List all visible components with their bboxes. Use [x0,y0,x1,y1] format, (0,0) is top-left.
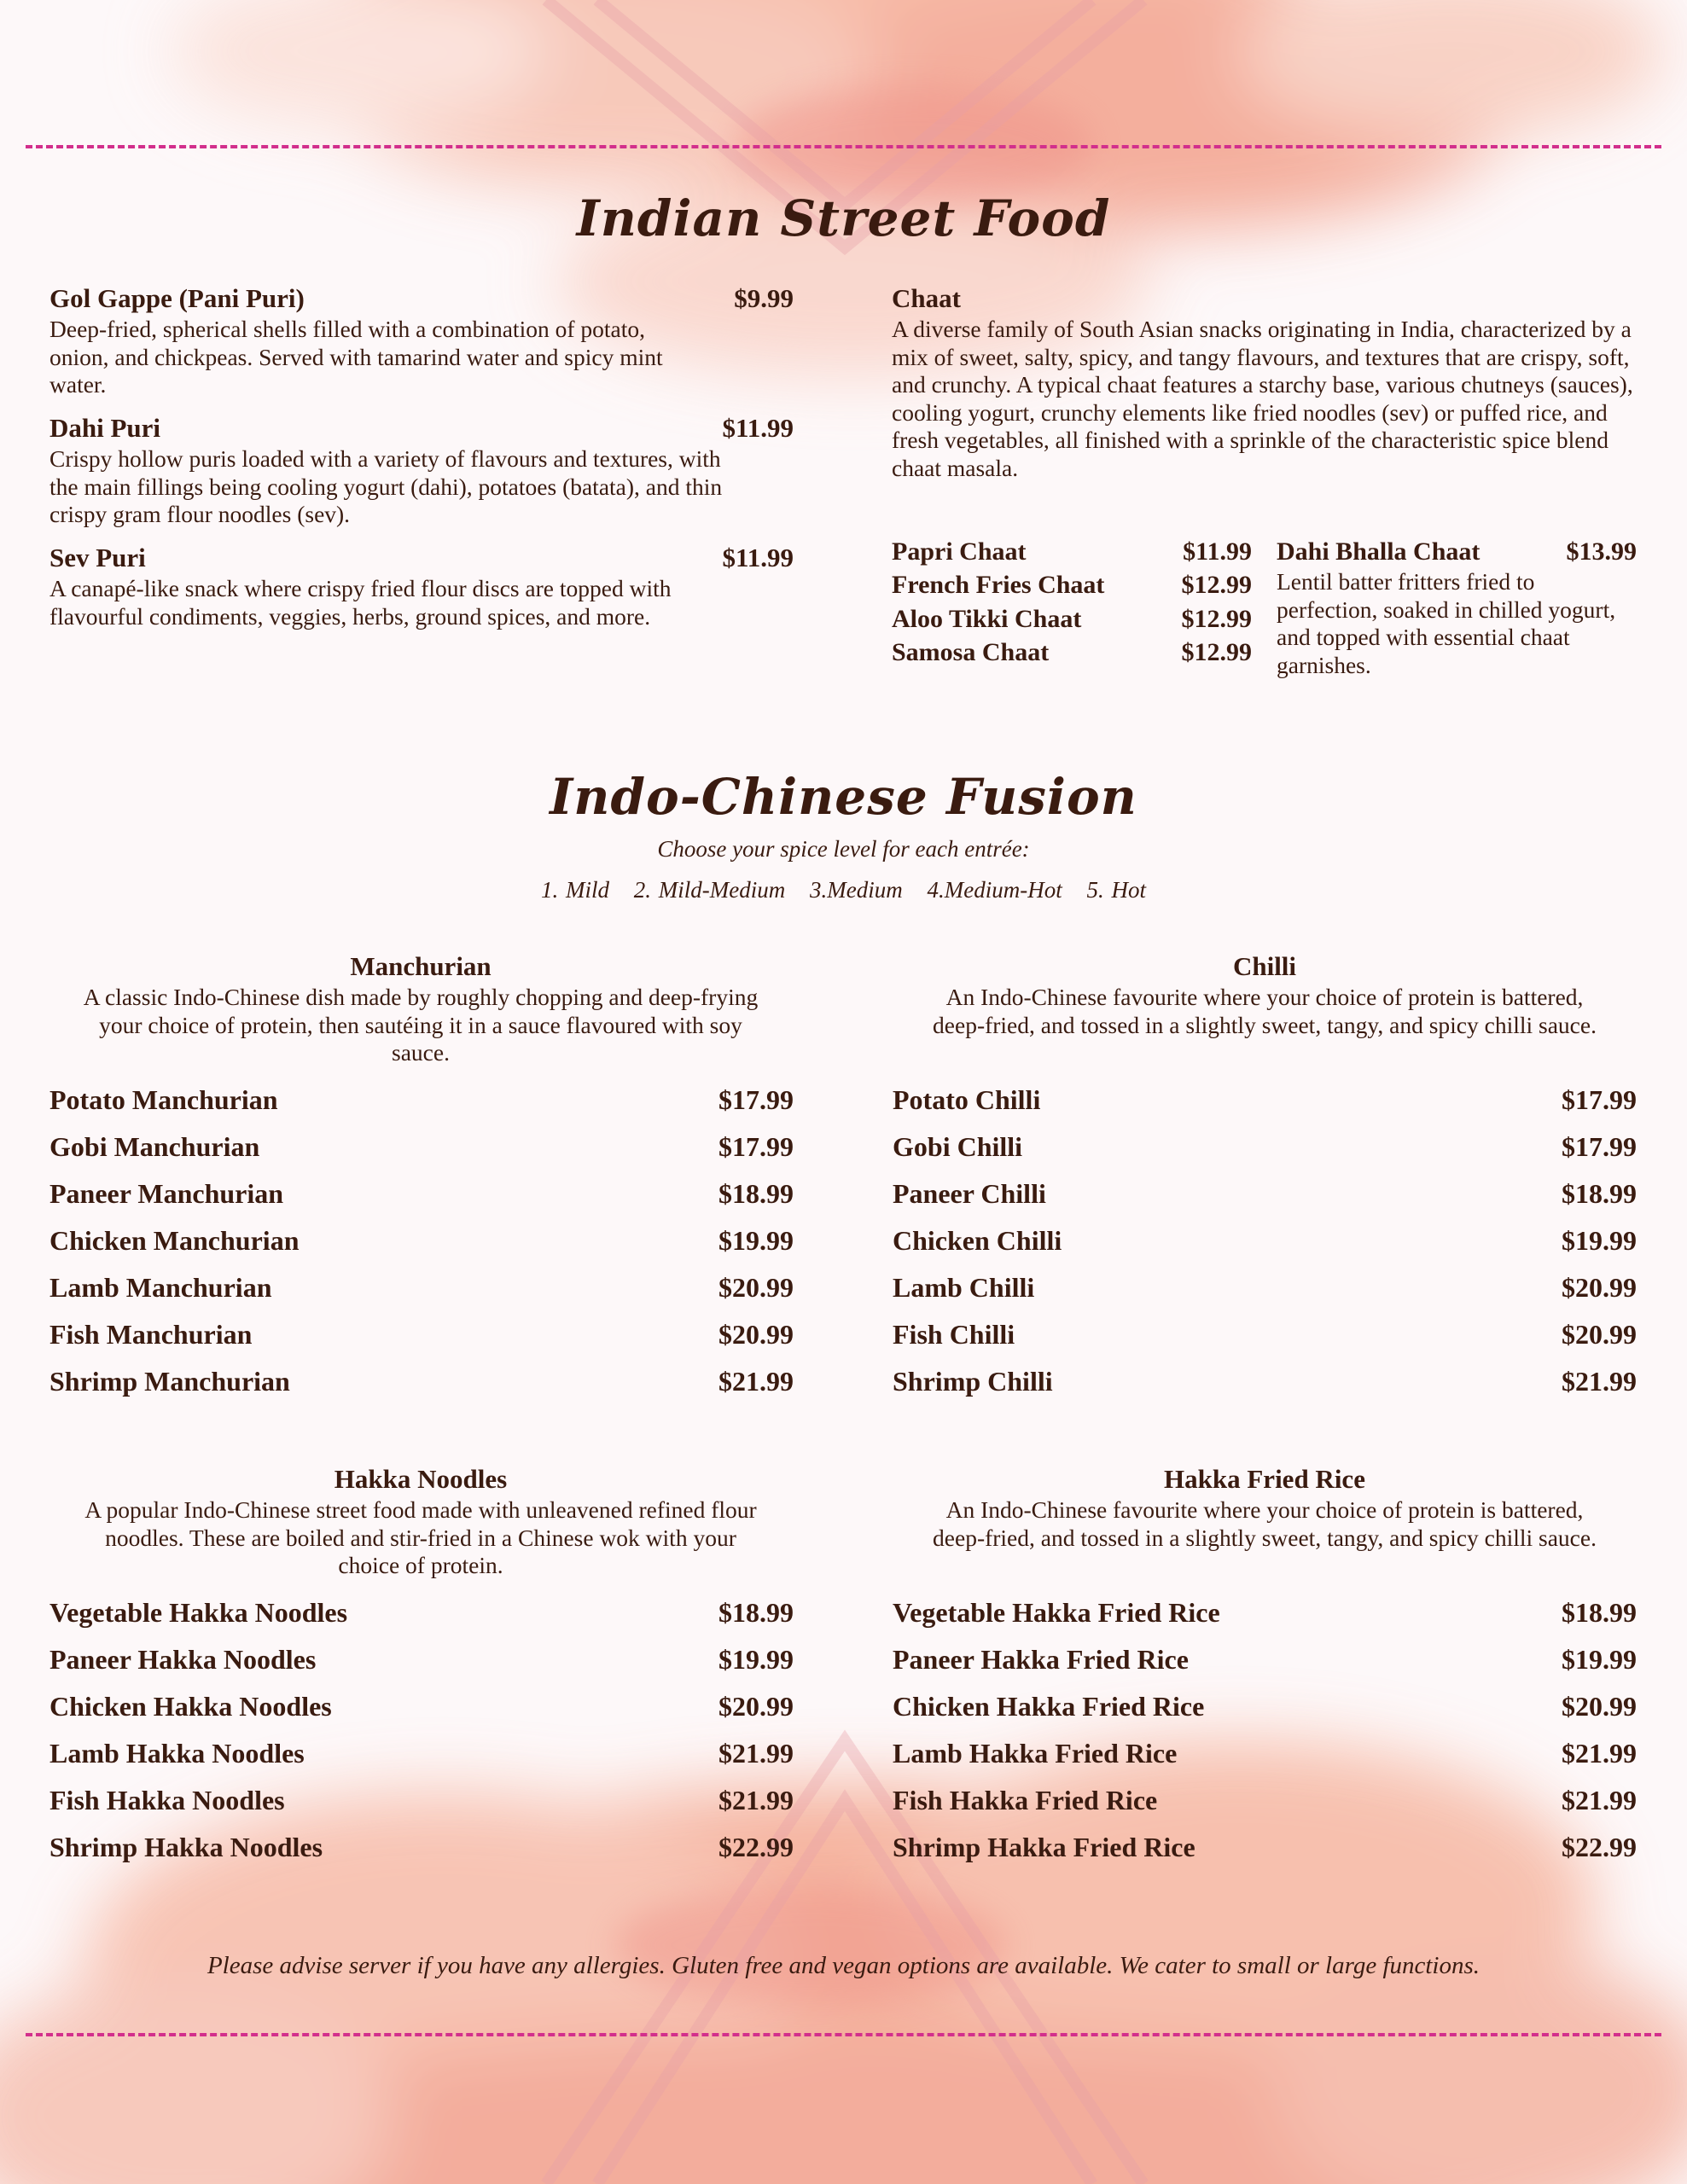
subsection-title: Chilli [1232,951,1297,981]
item-price: $12.99 [1181,604,1252,633]
list-item [49,1311,794,1358]
subsection-description: A classic Indo-Chinese dish made by roughly chopping and deep-frying your choice of protein, then sautéing it in a sauce flavoured with soy sauce. [83,984,759,1066]
item-price: $21.99 [718,1366,794,1397]
list-item [893,1217,1637,1264]
spice-level-mild-medium: 2. Mild-Medium [633,877,786,903]
spice-level-medium: 3.Medium [810,877,903,903]
list-item [49,1124,794,1170]
list-item [49,1589,794,1636]
list-item [49,1217,794,1264]
menu-item-dahi-puri [49,413,794,529]
item-name: Fish Chilli [893,1319,1015,1350]
manchurian-price-list [49,1077,794,1405]
item-price: $11.99 [722,543,794,572]
spice-level-note: Choose your spice level for each entrée: [657,836,1030,862]
item-price: $17.99 [718,1084,794,1115]
hakka-noodles-price-list [49,1589,794,1871]
list-item [49,1730,794,1777]
section-title-indo-chinese: Indo-Chinese Fusion [550,768,1137,826]
item-name: Dahi Bhalla Chaat [1277,537,1480,566]
subsection-chilli [893,951,1636,1039]
item-name: Shrimp Manchurian [49,1366,290,1397]
item-price: $19.99 [1562,1225,1637,1256]
menu-item-gol-gappe [49,283,794,399]
item-name: French Fries Chaat [892,571,1105,600]
item-price: $13.99 [1566,537,1637,566]
item-name: Lamb Hakka Fried Rice [893,1738,1178,1769]
subsection-description: An Indo-Chinese favourite where your choice of protein is battered, deep-fried, and tossed in a slightly sweet, tangy, and spicy chilli sauce. [933,984,1597,1038]
item-price: $12.99 [1181,638,1252,667]
item-price: $21.99 [718,1785,794,1815]
list-item [49,1170,794,1217]
subsection-hakka-fried-rice [893,1464,1636,1552]
list-item [892,569,1252,603]
subsection-title: Hakka Fried Rice [1164,1464,1365,1494]
item-name: Fish Hakka Noodles [49,1785,285,1815]
item-name: Paneer Manchurian [49,1178,284,1209]
spice-level-hot: 5. Hot [1086,877,1146,903]
subsection-description: A popular Indo-Chinese street food made with unleavened refined flour noodles. These are boiled and stir-fried in a Chinese wok with your choice of protein. [84,1496,757,1578]
item-name: Shrimp Hakka Fried Rice [893,1832,1195,1862]
item-name: Paneer Hakka Fried Rice [893,1644,1189,1675]
item-name: Lamb Hakka Noodles [49,1738,305,1769]
item-price: $18.99 [1562,1178,1637,1209]
item-price: $19.99 [718,1225,794,1256]
list-item [893,1124,1637,1170]
item-price: $20.99 [718,1691,794,1722]
menu-item-chaat [892,283,1643,482]
item-price: $22.99 [718,1832,794,1862]
list-item [893,1824,1637,1871]
list-item [893,1777,1637,1824]
list-item [49,1358,794,1405]
item-name: Gobi Chilli [893,1131,1023,1162]
item-name: Sev Puri [49,543,146,572]
subsection-title: Manchurian [350,951,492,981]
list-item [893,1170,1637,1217]
list-item [49,1264,794,1311]
item-name: Paneer Chilli [893,1178,1046,1209]
allergy-footer-note: Please advise server if you have any allergies. Gluten free and vegan options are available. We cater to small or large functions. [207,1952,1480,1979]
item-name: Lamb Chilli [893,1272,1035,1303]
item-name: Chaat [892,283,961,313]
item-price: $21.99 [1562,1785,1637,1815]
item-price: $9.99 [734,283,794,313]
item-description: Lentil batter fritters fried to perfection, soaked in chilled yogurt, and topped with essential chaat garnishes. [1277,568,1616,678]
item-price: $11.99 [1183,537,1252,566]
list-item [49,1824,794,1871]
list-item [893,1589,1637,1636]
item-price: $11.99 [722,413,794,443]
item-price: $18.99 [1562,1597,1637,1628]
item-price: $12.99 [1181,571,1252,600]
item-price: $18.99 [718,1178,794,1209]
item-name: Papri Chaat [892,537,1027,566]
list-item [892,636,1252,671]
list-item [893,1077,1637,1124]
item-name: Fish Manchurian [49,1319,253,1350]
item-price: $17.99 [718,1131,794,1162]
item-name: Shrimp Hakka Noodles [49,1832,323,1862]
menu-item-dahi-bhalla-chaat [1277,537,1637,679]
item-description: A canapé-like snack where crispy fried flour discs are topped with flavourful condiments, veggies, herbs, ground spices, and more. [49,575,672,630]
chilli-price-list [893,1077,1637,1405]
item-price: $17.99 [1562,1131,1637,1162]
item-name: Chicken Hakka Noodles [49,1691,332,1722]
item-price: $21.99 [1562,1738,1637,1769]
item-description: A diverse family of South Asian snacks originating in India, characterized by a mix of sweet, salty, spicy, and tangy flavours, and textures that are crispy, soft, and crunchy. A typical chaat features a starchy base, various chutneys (sauces), cooling yogurt, crunchy elements like fried noodles (sev) or puffed rice, and fresh vegetables, all finished with a sprinkle of the characteristic spice blend chaat masala. [892,316,1633,481]
chaat-variants-list [892,535,1252,670]
item-price: $20.99 [1562,1691,1637,1722]
spice-level-mild: 1. Mild [541,877,610,903]
item-price: $20.99 [1562,1272,1637,1303]
item-description: Deep-fried, spherical shells filled with a combination of potato, onion, and chickpeas. Served with tamarind water and spicy mint water. [49,316,663,398]
item-name: Samosa Chaat [892,638,1050,667]
item-name: Vegetable Hakka Noodles [49,1597,348,1628]
list-item [49,1777,794,1824]
list-item [49,1683,794,1730]
hakka-fried-rice-price-list [893,1589,1637,1871]
item-name: Chicken Hakka Fried Rice [893,1691,1205,1722]
list-item [893,1636,1637,1683]
item-name: Aloo Tikki Chaat [892,604,1082,633]
subsection-title: Hakka Noodles [334,1464,508,1494]
item-price: $19.99 [718,1644,794,1675]
item-price: $20.99 [718,1272,794,1303]
item-price: $20.99 [1562,1319,1637,1350]
item-name: Gobi Manchurian [49,1131,260,1162]
item-name: Potato Chilli [893,1084,1041,1115]
list-item [893,1730,1637,1777]
list-item [49,1636,794,1683]
list-item [893,1264,1637,1311]
item-price: $20.99 [718,1319,794,1350]
item-price: $17.99 [1562,1084,1637,1115]
list-item [893,1358,1637,1405]
item-name: Potato Manchurian [49,1084,278,1115]
list-item [893,1683,1637,1730]
item-price: $19.99 [1562,1644,1637,1675]
item-name: Shrimp Chilli [893,1366,1053,1397]
item-price: $22.99 [1562,1832,1637,1862]
item-name: Dahi Puri [49,413,161,443]
item-name: Paneer Hakka Noodles [49,1644,317,1675]
subsection-manchurian [49,951,792,1067]
menu-item-sev-puri [49,543,794,630]
item-name: Gol Gappe (Pani Puri) [49,283,305,313]
list-item [893,1311,1637,1358]
item-name: Fish Hakka Fried Rice [893,1785,1158,1815]
spice-level-options [0,877,1687,903]
item-name: Chicken Chilli [893,1225,1062,1256]
item-description: Crispy hollow puris loaded with a variety of flavours and textures, with the main fillings being cooling yogurt (dahi), potatoes (batata), and thin crispy gram flour noodles (sev). [49,445,723,527]
item-name: Lamb Manchurian [49,1272,272,1303]
spice-level-medium-hot: 4.Medium-Hot [927,877,1062,903]
subsection-hakka-noodles [49,1464,792,1580]
item-price: $18.99 [718,1597,794,1628]
item-price: $21.99 [1562,1366,1637,1397]
list-item [892,535,1252,569]
section-title-street-food: Indian Street Food [576,189,1111,247]
list-item [892,602,1252,636]
subsection-description: An Indo-Chinese favourite where your choice of protein is battered, deep-fried, and tossed in a slightly sweet, tangy, and spicy chilli sauce. [933,1496,1597,1551]
item-name: Vegetable Hakka Fried Rice [893,1597,1220,1628]
item-price: $21.99 [718,1738,794,1769]
list-item [49,1077,794,1124]
item-name: Chicken Manchurian [49,1225,300,1256]
